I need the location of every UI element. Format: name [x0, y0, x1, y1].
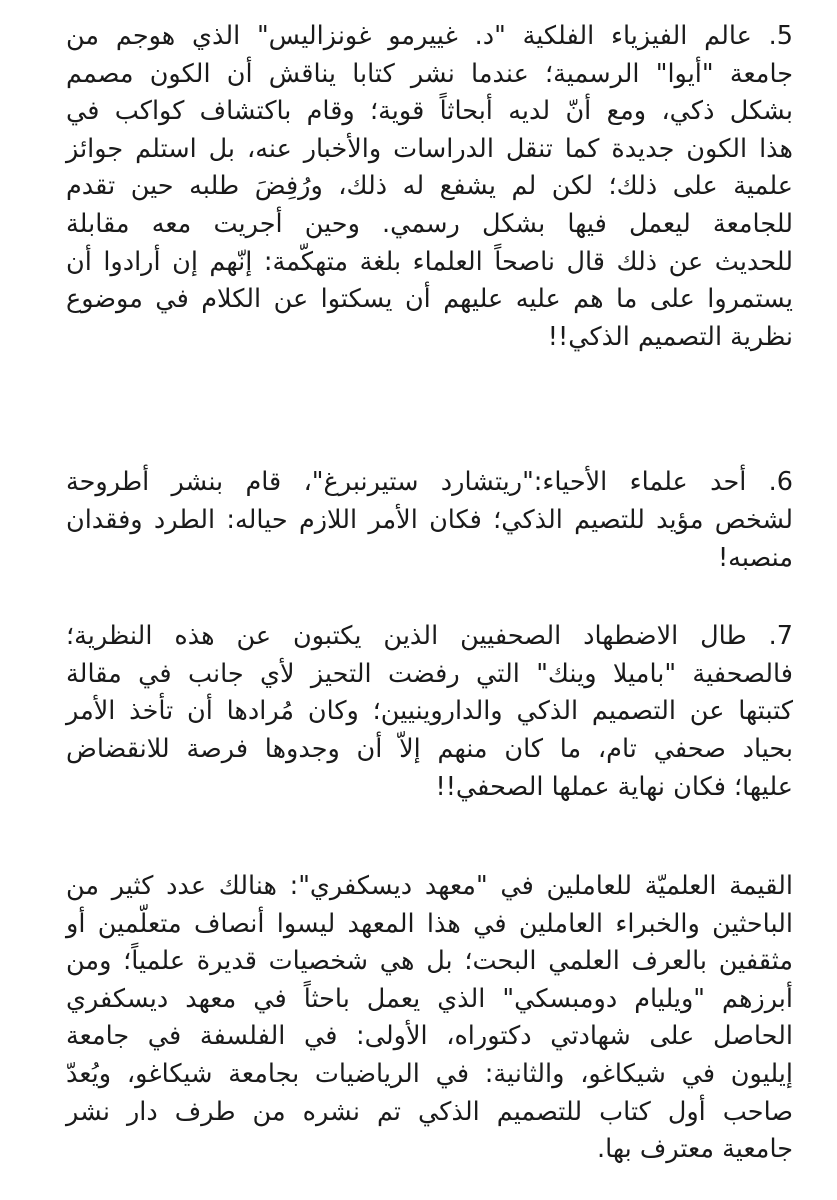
- paragraph-line: فالصحفية "باميلا وينك" التي رفضت التحيز لأي جانب في مقالة: [66, 658, 793, 689]
- paragraph-line: نظرية التصميم الذكي!!: [547, 321, 793, 352]
- paragraph-line: القيمة العلميّة للعاملين في "معهد ديسكفري": هنالك عدد كثير من: [66, 871, 793, 902]
- paragraph-line: أبرزهم "ويليام دومبسكي" الذي يعمل باحثاً في معهد ديسكفري: [66, 983, 793, 1014]
- paragraph-line: مثقفين بالعرف العلمي البحت؛ بل هي شخصيات قديرة علمياً؛ ومن: [66, 946, 793, 977]
- paragraph-line: صاحب أول كتاب للتصميم الذكي تم نشره من طرف دار نشر: [66, 1096, 793, 1127]
- paragraph-8: [66, 868, 793, 1169]
- paragraph-7: [66, 618, 793, 806]
- paragraph-line: الباحثين والخبراء العاملين في هذا المعهد ليسوا أنصاف متعلّمين أو: [66, 908, 793, 939]
- paragraph-line: منصبه!: [717, 542, 793, 573]
- paragraph-line: عليها؛ فكان نهاية عملها الصحفي!!: [435, 771, 793, 802]
- paragraph-line: 7. طال الاضطهاد الصحفيين الذين يكتبون عن هذه النظرية؛: [66, 621, 793, 652]
- paragraph-line: 5. عالم الفيزياء الفلكية "د. غييرمو غونزاليس" الذي هوجم من: [66, 21, 793, 51]
- paragraph-6: [66, 464, 793, 577]
- paragraph-line: لشخص مؤيد للتصيم الذكي؛ فكان الأمر اللازم حياله: الطرد وفقدان: [66, 504, 793, 535]
- paragraph-line: هذا الكون جديدة كما تنقل الدراسات والأخبار عنه، بل استلم جوائز: [66, 133, 793, 164]
- paragraph-line: جامعة "أيوا" الرسمية؛ عندما نشر كتابا يناقش أن الكون مصمم: [66, 58, 793, 89]
- paragraph-line: للحديث عن ذلك قال ناصحاً العلماء بلغة متهكّمة: إنّهم إن أرادوا أن: [66, 246, 793, 277]
- paragraph-line: 6. أحد علماء الأحياء:"ريتشارد ستيرنبرغ"، قام بنشر أطروحة: [66, 467, 793, 498]
- paragraph-line: جامعية معترف بها.: [597, 1134, 793, 1165]
- paragraph-line: بشكل ذكي، ومع أنّ لديه أبحاثاً قوية؛ وقام باكتشاف كواكب في: [66, 96, 793, 127]
- paragraph-line: الحاصل على شهادتي دكتوراه، الأولى: في الفلسفة في جامعة: [66, 1021, 793, 1052]
- paragraph-line: للجامعة ليعمل فيها بشكل رسمي. وحين أجريت معه مقابلة: [66, 208, 793, 239]
- paragraph-line: كتبتها عن التصميم الذكي والداروينيين؛ وكان مُرادها أن تأخذ الأمر: [66, 696, 793, 727]
- paragraph-line: علمية على ذلك؛ لكن لم يشفع له ذلك، ورُفِضَ طلبه حين تقدم: [66, 171, 793, 202]
- paragraph-line: بحياد صحفي تام، ما كان منهم إلاّ أن وجدوها فرصة للانقضاض: [66, 733, 793, 764]
- paragraph-5: [66, 18, 793, 356]
- paragraph-line: يستمروا على ما هم عليه عليهم أن يسكتوا عن الكلام في موضوع: [66, 284, 793, 315]
- paragraph-line: إيليون في شيكاغو، والثانية: في الرياضيات بجامعة شيكاغو، ويُعدّ: [66, 1059, 793, 1090]
